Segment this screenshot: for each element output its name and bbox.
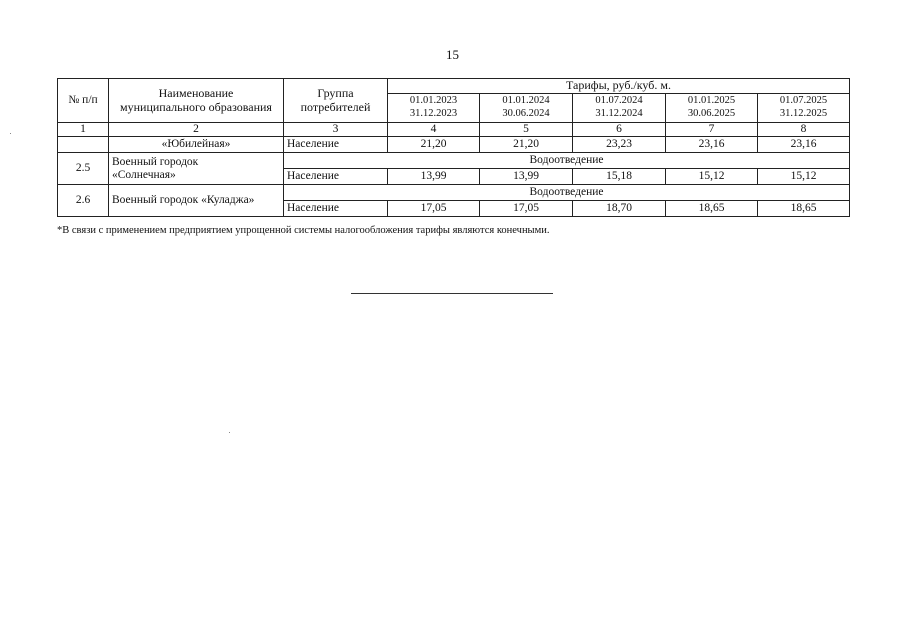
header-period-3 [573,94,666,123]
row-consumer-group: Население [284,201,388,217]
header-municipality-line2: муниципального образования [120,99,272,114]
column-number: 3 [284,123,388,137]
column-number: 5 [480,123,573,137]
row-municipality: «Юбилейная» [109,137,284,153]
closing-divider-line [351,293,553,294]
period-to: 30.06.2025 [687,108,736,119]
period-to: 31.12.2024 [595,108,643,119]
header-num: № п/п [58,79,109,123]
header-municipality [109,79,284,123]
footnote: *В связи с применением предприятием упрощенной системы налогообложения тарифы являются конечными. [57,225,550,236]
header-municipality-line1: Наименование [158,86,234,101]
column-number: 4 [388,123,480,137]
row-num [58,137,109,153]
header-period-2 [480,94,573,123]
row-tariff-value: 21,20 [388,137,480,153]
row-num: 2.6 [58,185,109,217]
row-tariff-value: 17,05 [480,201,573,217]
row-tariff-value: 13,99 [388,169,480,185]
column-number: 2 [109,123,284,137]
row-tariff-value: 23,16 [666,137,758,153]
column-number: 7 [666,123,758,137]
row-tariff-value: 23,23 [573,137,666,153]
row-num: 2.5 [58,153,109,185]
period-to: 30.06.2024 [502,108,550,119]
header-group-line1: Группа [317,86,354,101]
column-number: 8 [758,123,850,137]
row-tariff-value: 18,70 [573,201,666,217]
row-tariff-value: 23,16 [758,137,850,153]
table-row-yubileynaya [58,137,850,153]
header-period-1 [388,94,480,123]
row-tariff-value: 17,05 [388,201,480,217]
header-tariffs-title: Тарифы, руб./куб. м. [388,79,850,94]
row-consumer-group: Население [284,137,388,153]
period-to: 31.12.2025 [779,108,828,119]
table-row-2-6-service [58,185,850,201]
scan-speck [10,133,11,134]
row-municipality-line1: Военный городок [112,155,199,168]
header-consumer-group [284,79,388,123]
page-number: 15 [446,47,459,62]
row-consumer-group: Население [284,169,388,185]
column-number: 6 [573,123,666,137]
period-from: 01.07.2024 [595,95,643,107]
scan-speck [229,432,230,433]
row-tariff-value: 13,99 [480,169,573,185]
row-municipality: Военный городок «Куладжа» [109,185,284,217]
row-service: Водоотведение [284,185,850,201]
tariffs-table [57,78,850,217]
header-period-4 [666,94,758,123]
row-tariff-value: 15,18 [573,169,666,185]
header-row-1 [58,79,850,94]
row-tariff-value: 18,65 [666,201,758,217]
period-from: 01.01.2024 [502,95,550,107]
period-from: 01.07.2025 [779,95,828,107]
period-to: 31.12.2023 [409,108,458,119]
period-from: 01.01.2025 [687,95,736,107]
period-from: 01.01.2023 [409,95,458,107]
column-number: 1 [58,123,109,137]
row-tariff-value: 21,20 [480,137,573,153]
row-tariff-value: 15,12 [758,169,850,185]
header-group-line2: потребителей [300,99,371,114]
row-tariff-value: 18,65 [758,201,850,217]
row-municipality-line2: «Солнечная» [112,168,176,181]
column-numbers-row [58,123,850,137]
row-municipality [109,153,284,185]
row-tariff-value: 15,12 [666,169,758,185]
table-row-2-5-service [58,153,850,169]
row-service: Водоотведение [284,153,850,169]
header-period-5 [758,94,850,123]
